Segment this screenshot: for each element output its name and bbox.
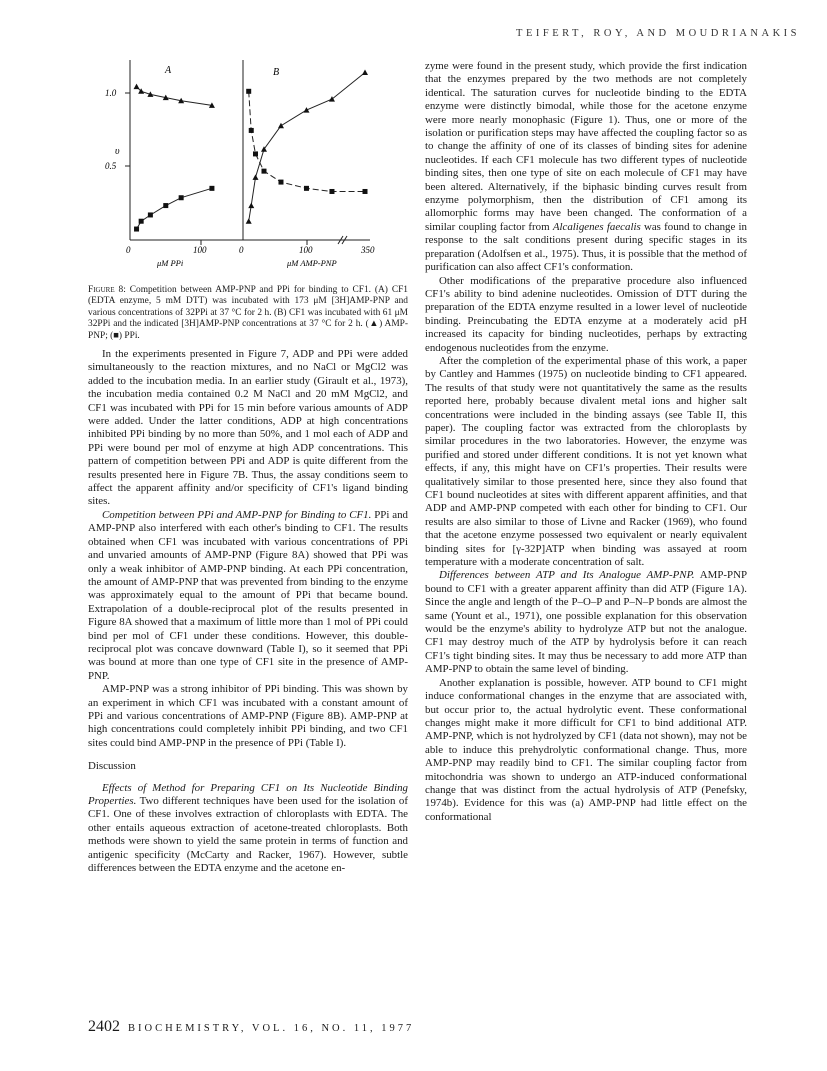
x-axis-label-a: μM PPi [157, 258, 184, 268]
caption-text: Competition between AMP-PNP and PPi for binding to CF1. (A) CF1 (EDTA enzyme, 5 mM DTT) was incubated with 173 μM [3H]AMP-PNP and various concentrations of 32PPi at 37 °C for 2 h. (B) CF1 was incubated with 61 μM 32PPi and the indicated [3H]AMP-PNP concentrations at 37 °C for 2 h. (▲) AMP-PNP; (■) PPi. [88, 285, 408, 341]
data-point-b-square-4 [278, 180, 283, 185]
data-point-b-square-7 [363, 189, 368, 194]
series-line-b-square [249, 91, 365, 191]
species-name: Alcaligenes faecalis [552, 220, 641, 233]
right-paragraph-1-text: zyme were found in the present study, which provide the first indication that the enzymes prepared by the two methods are not completely identical. The saturation curves for nucleotide binding to the EDTA enzyme were distinctly bimodal, while those for the acetone enzyme were more nearly monophasic (Figure 1). Thus, one or more of the isolation or purification steps may have affected the coupling factor so as to change the affinity of one of its classes of binding sites for adenine nucleotides. If each CF1 molecule has two different types of nucleotide binding sites, then one type of site on each molecule of CF1 may have been altered. Alternatively, if the biphasic binding curves result from enzyme polymorphism, then the distribution of CF1 among its allomorphic forms may have been changed. The conformation of a similar coupling factor from [425, 60, 747, 233]
right-paragraph-1-end: was found to change in response to the salt conditions present during specific stages in its preparation (Adolfsen et al., 1975). Thus, it is possible that the method of purification can also affect CF1's conformation. [425, 220, 747, 274]
data-point-b-square-2 [253, 151, 258, 156]
section-heading-discussion: Discussion [88, 760, 136, 773]
series-line-a-triangle [137, 87, 212, 106]
ytick-label-1: 1.0 [105, 88, 117, 98]
data-point-b-triangle-1 [248, 203, 254, 209]
data-point-a-square-5 [209, 186, 214, 191]
running-head: TEIFERT, ROY, AND MOUDRIANAKIS [516, 28, 800, 39]
data-point-b-square-1 [249, 128, 254, 133]
right-column [425, 60, 747, 824]
data-point-b-square-0 [246, 89, 251, 94]
runin-heading-method: Effects of Method for Preparing CF1 on Its Nucleotide Binding Properties. [88, 781, 408, 807]
figure-caption [88, 285, 408, 342]
journal-citation: BIOCHEMISTRY, VOL. 16, NO. 11, 1977 [128, 1023, 415, 1034]
left-paragraph-2 [88, 509, 408, 683]
left-paragraph-2-text: PPi and AMP-PNP also interfered with each other's binding to CF1. The results obtained when CF1 was incubated with various concentrations of PPi and unvaried amounts of AMP-PNP (Figure 8A) showed that PPi was only a weak inhibitor of AMP-PNP binding. At each PPi concentration, the amount of AMP-PNP that was prevented from binding to the enzyme was approximately equal to the amount of PPi that became bound. Extrapolation of a double-reciprocal plot of the results presented in Figure 8A showed that a maximum of little more than 1 mol of PPi could bind per mol of CF1 under these conditions. However, this double-reciprocal plot was concave downward (Table I), so it seemed that PPi was bound at more than one type of CF1 site in the presence of AMP-PNP. [88, 508, 408, 682]
x-axis-label-b: μM AMP-PNP [287, 258, 337, 268]
right-paragraph-4 [425, 569, 747, 676]
data-point-b-square-6 [329, 189, 334, 194]
xtick-label-a-0: 0 [126, 245, 131, 255]
right-paragraph-3: After the completion of the experimental phase of this work, a paper by Cantley and Hammes (1975) on nucleotide binding to CF1 appeared. The results of that study were not quantitatively the same as the results reported here, probably because divalent metal ions and higher salt concentrations were included in the binding assays (see Table II, this paper). The coupling factor was extracted from the chloroplasts by similar procedures in the two laboratories. However, the enzyme was purified and stored under different conditions. It is not yet known what effects, if any, this might have on CF1's properties. Their results were qualitatively similar to those presented here, since they also found that CF1 bound nucleotides at sites with different apparent affinities, and that ADP and AMP-PNP competed with each other for binding to CF1. Our results are also similar to those of Livne and Racker (1969), who found that the acetone enzyme possessed two equivalent or nearly equivalent binding sites for [γ-32P]ATP when binding was assayed at room temperature with a moderate concentration of salt. [425, 354, 747, 569]
runin-heading-ppi-ampnp: Competition between PPi and AMP-PNP for Binding to CF1. [102, 508, 372, 521]
left-column [88, 348, 408, 875]
right-paragraph-1 [425, 60, 747, 275]
figure-8 [95, 55, 405, 275]
data-point-b-triangle-2 [252, 174, 258, 180]
right-paragraph-5: Another explanation is possible, however. ATP bound to CF1 might induce conformational changes in the enzyme that are associated with, but occur prior to, the actual hydrolytic event. These conformational changes might make it more difficult for CF1 to bind additional ATP. AMP-PNP, which is not hydrolyzed by CF1 (data not shown), may not be able to induce this prehydrolytic conformational change. Thus, more AMP-PNP may readily bind to CF1. The similar coupling factor from mitochondria was shown to undergo an ATP-induced conformational change that was distinct from the actual hydrolysis of ATP (Penefsky, 1974b). Evidence for this was (a) AMP-PNP had little effect on the conformational [425, 676, 747, 823]
chart-marks [134, 70, 368, 232]
panel-label-b: B [273, 67, 280, 78]
data-point-a-square-2 [148, 212, 153, 217]
data-point-b-triangle-5 [303, 107, 309, 113]
left-paragraph-1: In the experiments presented in Figure 7, ADP and PPi were added simultaneously to the reaction mixtures, and no NaCl or MgCl2 was added to the incubation media. In an earlier study (Girault et al., 1973), the incubation media contained 0.2 M NaCl and 20 mM MgCl2, and CF1 was incubated with PPi for 15 min before various amounts of ADP were added. Under the latter conditions, ADP at high concentrations inhibited PPi binding by no more than 50%, and 1 mol each of ADP and PPi were bound per mol of enzyme at high ADP concentrations. This pattern of competition between PPi and ADP is quite different from the results presented here in Figure 7B. Thus, the assay conditions seem to affect the apparent affinity and/or specificity of CF1's ligand binding sites. [88, 348, 408, 508]
ytick-label-05: 0.5 [105, 161, 117, 171]
xtick-label-a-100: 100 [193, 245, 207, 255]
left-paragraph-4-text: Two different techniques have been used for the isolation of CF1. One of these involves extraction of chloroplasts with EDTA. The other entails aqueous extraction of acetone-treated chloroplasts. Both methods were shown to yield the same protein in terms of function and antigenic specificity (McCarty and Racker, 1967). However, subtle differences between the EDTA enzyme and the acetone en- [88, 795, 408, 875]
left-paragraph-4 [88, 782, 408, 876]
xtick-label-b-350: 350 [361, 245, 375, 255]
figure-8-plot [95, 55, 405, 275]
xtick-label-b-100: 100 [299, 245, 313, 255]
runin-heading-atp-analogue: Differences between ATP and Its Analogue AMP-PNP. [439, 569, 695, 582]
right-paragraph-4-text: AMP-PNP bound to CF1 with a greater apparent affinity than did ATP (Figure 1A). Since the angle and length of the P–O–P and P–N–P bonds are almost the same (Yount et al., 1971), one possible explanation for this observation would be the enzyme's ability to hydrolyze ATP but not the analogue. CF1 may destroy much of the ATP by hydrolysis before it can reach CF1's tight binding sites. It may thus be necessary to add more ATP than AMP-PNP to obtain the same level of binding. [425, 569, 748, 676]
data-point-b-triangle-0 [246, 218, 252, 224]
left-paragraph-3: AMP-PNP was a strong inhibitor of PPi binding. This was shown by an experiment in which CF1 was incubated with a constant amount of PPi and various concentrations of AMP-PNP (Figure 8B). AMP-PNP at high concentrations could completely inhibit PPi binding, and two CF1 sites could bind AMP-PNP in the presence of PPi (Table I). [88, 683, 408, 749]
data-point-a-square-4 [179, 195, 184, 200]
data-point-b-triangle-7 [362, 70, 368, 76]
series-line-a-square [137, 188, 212, 229]
panel-label-a: A [165, 65, 172, 76]
page-footer [88, 1018, 414, 1036]
page-number: 2402 [88, 1018, 120, 1035]
right-paragraph-2: Other modifications of the preparative procedure also influenced CF1's ability to bind adenine nucleotides. Omission of DTT during the preparation of the EDTA enzyme resulted in a lower level of nucleotide binding. Preincubating the EDTA enzyme at a moderately acid pH increased its capacity for binding nucleotides, perhaps by extracting endogenous nucleotides from the enzyme. [425, 274, 747, 354]
data-point-b-square-3 [261, 169, 266, 174]
data-point-a-square-0 [134, 227, 139, 232]
data-point-b-square-5 [304, 186, 309, 191]
data-point-a-square-3 [163, 203, 168, 208]
data-point-a-square-1 [139, 219, 144, 224]
series-line-b-triangle [249, 73, 365, 222]
caption-title: Figure 8: [88, 285, 126, 295]
data-point-b-triangle-4 [278, 123, 284, 129]
y-axis-label: υ [115, 146, 120, 157]
data-point-a-triangle-0 [134, 84, 140, 90]
xtick-label-b-0: 0 [239, 245, 244, 255]
